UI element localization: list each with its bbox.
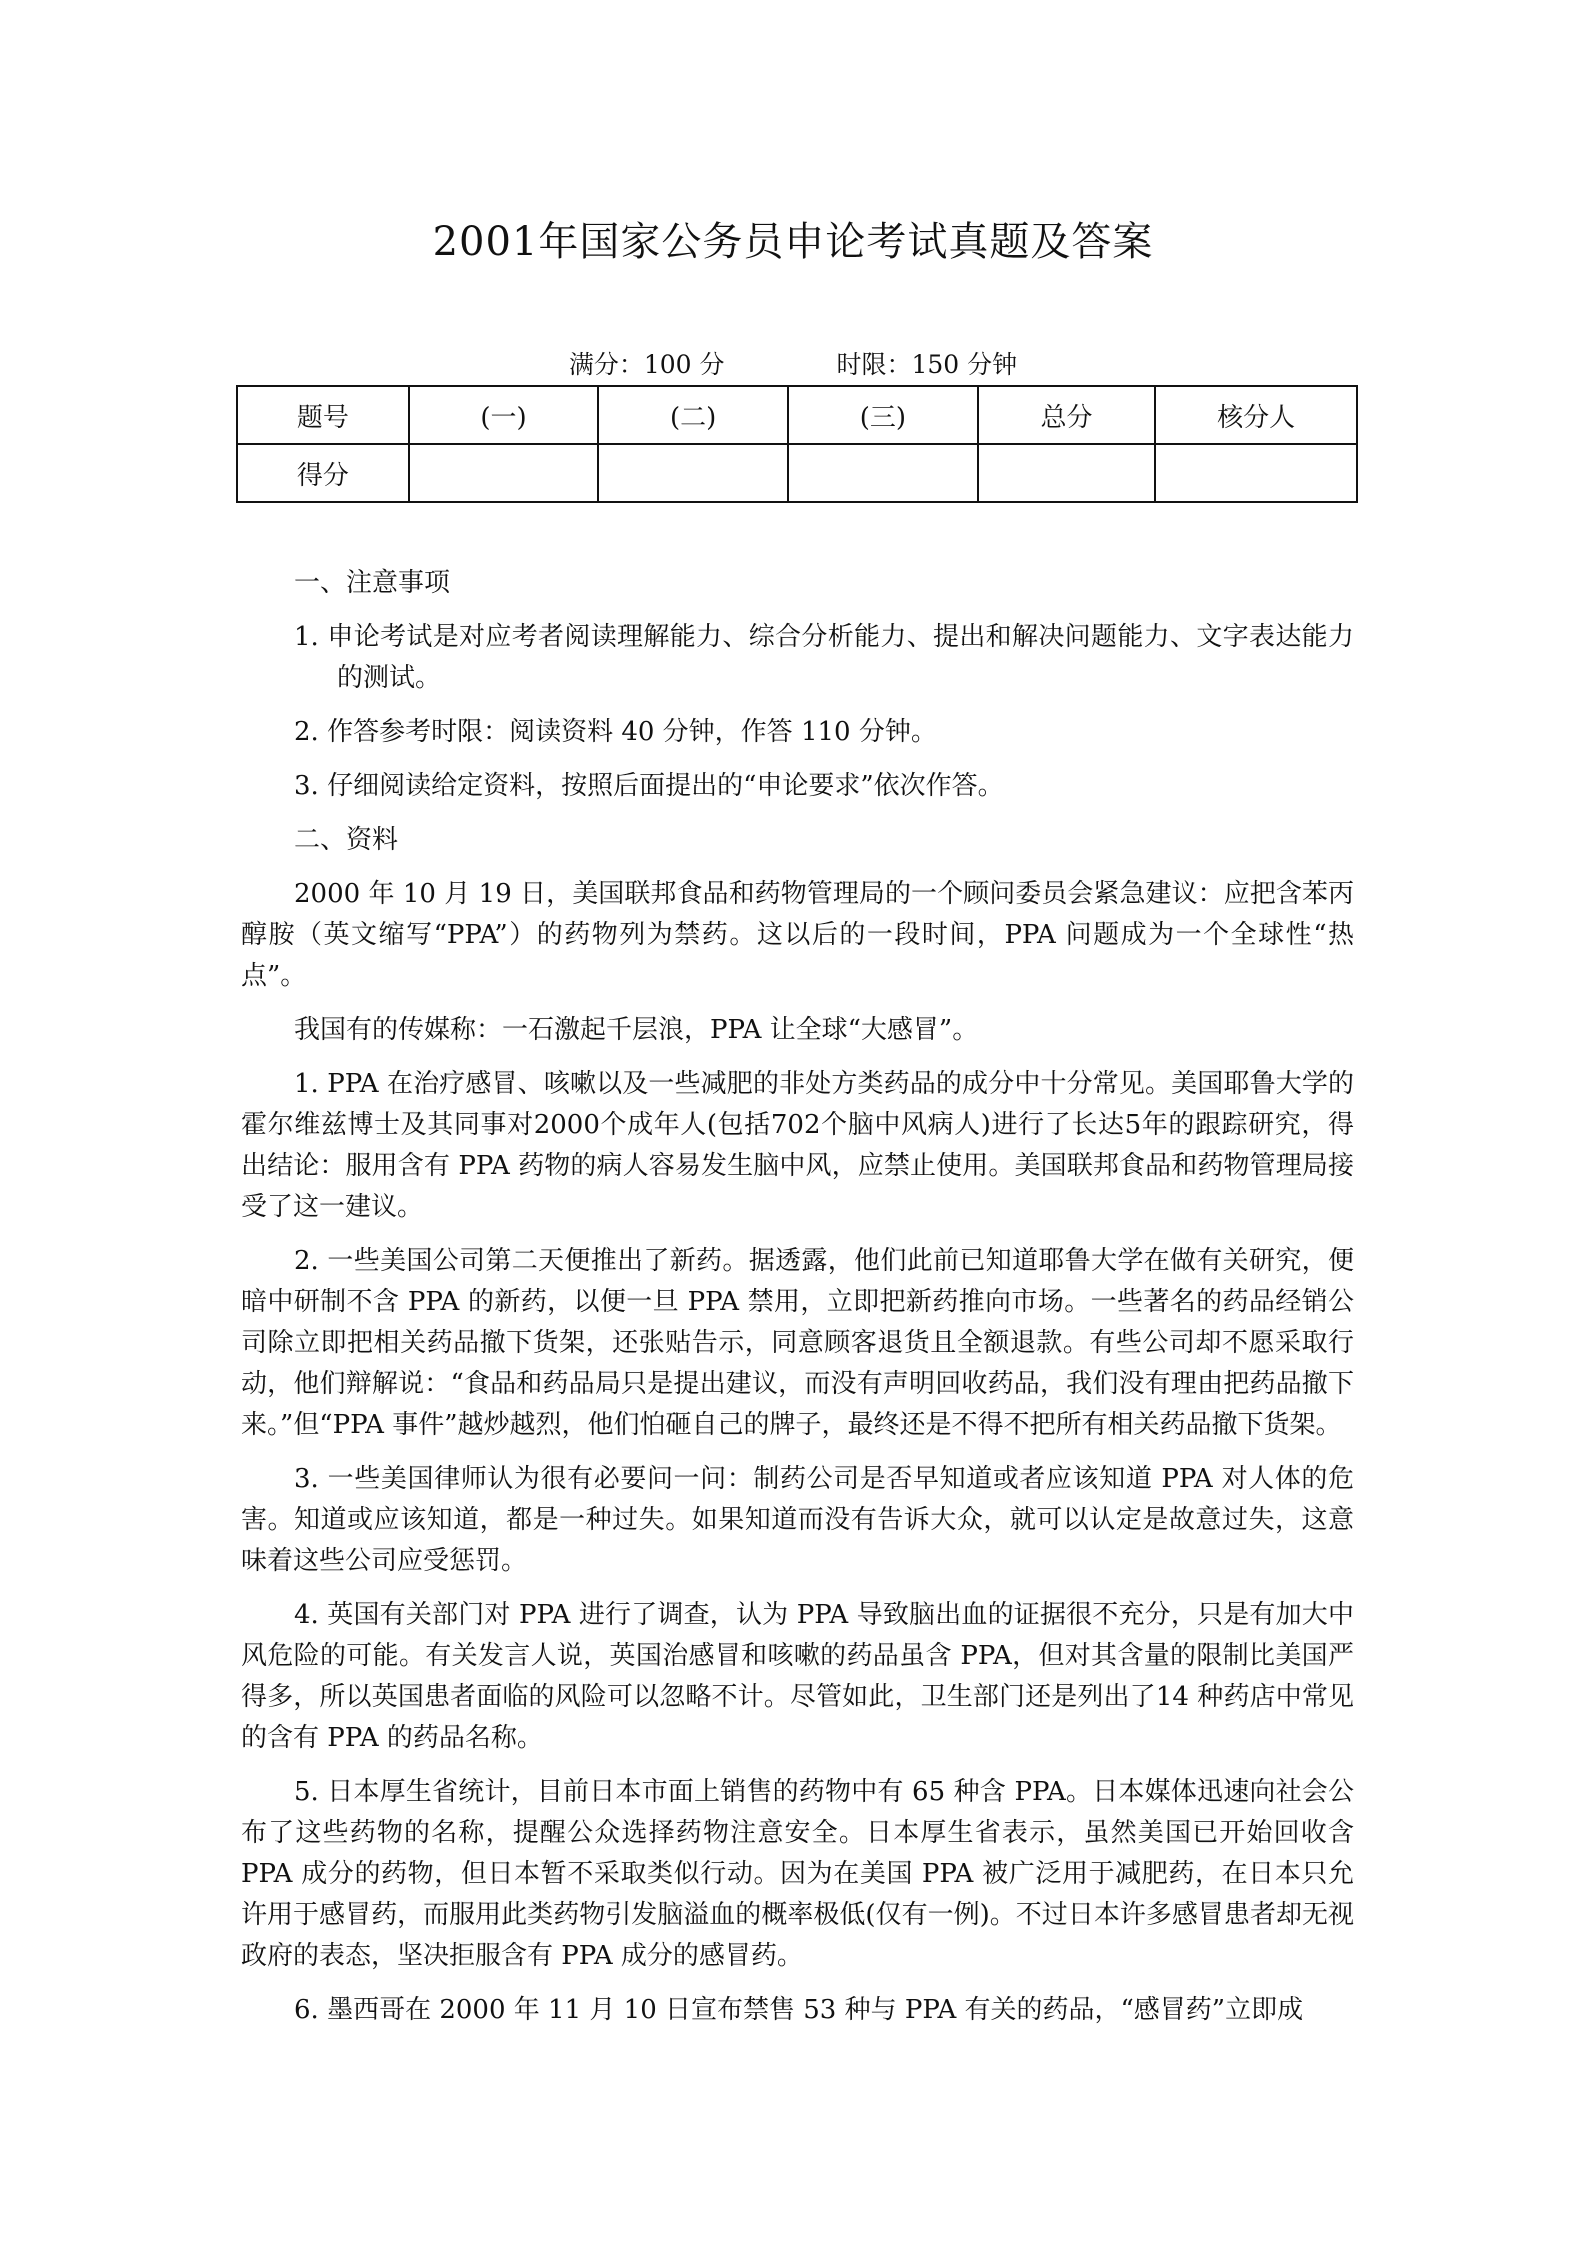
material-paragraph: 6. 墨西哥在 2000 年 11 月 10 日宣布禁售 53 种与 PPA 有关的药品，“感冒药”立即成 [294, 1995, 1304, 2025]
time-limit: 时限：150 分钟 [836, 350, 1018, 379]
score-row-label: 得分 [237, 444, 409, 502]
score-cell [788, 444, 978, 502]
material-paragraph: 2000 年 10 月 19 日，美国联邦食品和药物管理局的一个顾问委员会紧急建议：应把含苯丙醇胺（英文缩写“PPA”）的药物列为禁药。这以后的一段时间，PPA 问题成为一个全球性“热点”。 [241, 879, 1354, 991]
material-paragraph: 5. 日本厚生省统计，目前日本市面上销售的药物中有 65 种含 PPA。日本媒体迅速向社会公布了这些药物的名称，提醒公众选择药物注意安全。日本厚生省表示，虽然美国已开始回收含 PPA 成分的药物，但日本暂不采取类似行动。因为在美国 PPA 被广泛用于减肥药，在日本只允许用于感冒药，而服用此类药物引发脑溢血的概率极低(仅有一例)。不过日本许多感冒患者却无视政府的表态，坚决拒服含有 PPA 成分的感冒药。 [241, 1777, 1354, 1971]
score-header-cell: (三) [788, 386, 978, 444]
score-cell [1155, 444, 1357, 502]
score-table-header-row [237, 386, 1357, 444]
full-score: 满分：100 分 [568, 350, 725, 379]
material-paragraph: 1. PPA 在治疗感冒、咳嗽以及一些减肥的非处方类药品的成分中十分常见。美国耶鲁大学的霍尔维兹博士及其同事对2000个成年人(包括702个脑中风病人)进行了长达5年的跟踪研究，得出结论：服用含有 PPA 药物的病人容易发生脑中风，应禁止使用。美国联邦食品和药物管理局接受了这一建议。 [241, 1069, 1354, 1222]
material-paragraph: 3. 一些美国律师认为很有必要问一问：制药公司是否早知道或者应该知道 PPA 对人体的危害。知道或应该知道，都是一种过失。如果知道而没有告诉大众，就可以认定是故意过失，这意味着这些公司应受惩罚。 [241, 1464, 1354, 1576]
material-paragraph: 我国有的传媒称：一石激起千层浪，PPA 让全球“大感冒”。 [294, 1015, 979, 1045]
score-header-cell: 核分人 [1155, 386, 1357, 444]
score-table [236, 385, 1358, 503]
score-header-cell: (二) [598, 386, 788, 444]
material-heading: 二、资料 [294, 825, 399, 855]
material-paragraph: 2. 一些美国公司第二天便推出了新药。据透露，他们此前已知道耶鲁大学在做有关研究，便暗中研制不含 PPA 的新药，以便一旦 PPA 禁用，立即把新药推向市场。一些著名的药品经销公司除立即把相关药品撤下货架，还张贴告示，同意顾客退货且全额退款。有些公司却不愿采取行动，他们辩解说：“食品和药品局只是提出建议，而没有声明回收药品，我们没有理由把药品撤下来。”但“PPA 事件”越炒越烈，他们怕砸自己的牌子，最终还是不得不把所有相关药品撤下货架。 [241, 1246, 1354, 1440]
score-header-cell: 总分 [978, 386, 1156, 444]
score-header-cell: (一) [409, 386, 599, 444]
exam-meta [0, 345, 1586, 385]
material-paragraph: 4. 英国有关部门对 PPA 进行了调查，认为 PPA 导致脑出血的证据很不充分，只是有加大中风危险的可能。有关发言人说，英国治感冒和咳嗽的药品虽含 PPA，但对其含量的限制比美国严得多，所以英国患者面临的风险可以忽略不计。尽管如此，卫生部门还是列出了14 种药店中常见的含有 PPA 的药品名称。 [241, 1600, 1354, 1753]
score-cell [978, 444, 1156, 502]
notice-item: 1. 申论考试是对应考者阅读理解能力、综合分析能力、提出和解决问题能力、文字表达能力的测试。 [294, 622, 1354, 693]
page-title: 2001年国家公务员申论考试真题及答案 [432, 219, 1154, 265]
notice-item: 3. 仔细阅读给定资料，按照后面提出的“申论要求”依次作答。 [294, 771, 1004, 801]
score-table-score-row [237, 444, 1357, 502]
score-cell [409, 444, 599, 502]
score-header-cell: 题号 [237, 386, 409, 444]
notice-item: 2. 作答参考时限：阅读资料 40 分钟，作答 110 分钟。 [294, 717, 937, 747]
notice-heading: 一、注意事项 [294, 568, 451, 598]
score-cell [598, 444, 788, 502]
exam-body [241, 563, 1354, 2044]
